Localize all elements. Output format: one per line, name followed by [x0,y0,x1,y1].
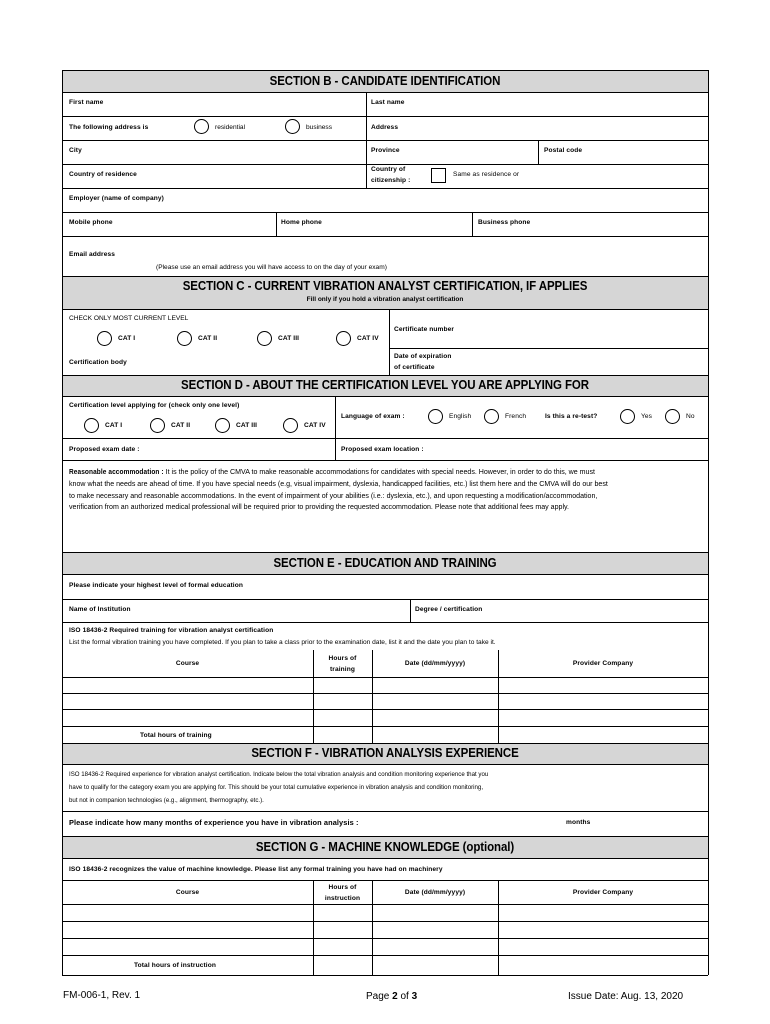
french-label: French [505,413,527,420]
business-label: business [306,124,333,131]
experience-line-3: but not in companion technologies (e.g., alignment, thermography, etc.). [69,797,264,804]
proposed-location-label: Proposed exam location : [341,446,424,453]
address-label: Address [371,124,399,131]
accommodation-line-4: verification from an authorized medical professional will be required prior to providing the requested accommodation. Please note that additional fees may apply. [69,502,569,512]
same-as-residence-label: Same as residence or [453,171,520,178]
postal-code-label: Postal code [544,147,583,154]
machine-row-1-course[interactable] [63,905,312,920]
training-row-2-course[interactable] [63,694,312,709]
current-cat2-radio[interactable] [177,331,192,346]
language-label: Language of exam : [341,413,405,420]
date-expiration-label-2: of certificate [394,364,435,371]
email-note: (Please use an email address you will have access to on the day of your exam) [156,264,387,271]
mobile-phone-label: Mobile phone [69,219,113,226]
city-label: City [69,147,82,154]
apply-cat2-label: CAT II [171,422,191,429]
machine-col-provider: Provider Company [572,889,634,896]
section-e-title: SECTION E - EDUCATION AND TRAINING [273,556,497,570]
months-input[interactable] [350,814,560,832]
business-radio[interactable] [285,119,300,134]
machine-row-3-course[interactable] [63,939,312,954]
page-current: 2 [392,991,398,1002]
degree-label: Degree / certification [415,606,483,613]
retest-yes-radio[interactable] [620,409,635,424]
experience-line-2: have to qualify for the category exam you are applying for. This should be your total cumulative experience in vibration analysis and condition monitoring, [69,784,484,791]
page-indicator [366,991,417,1002]
check-only-label: CHECK ONLY MOST CURRENT LEVEL [69,315,189,322]
english-label: English [449,413,472,420]
apply-cat2-radio[interactable] [150,418,165,433]
apply-cat4-label: CAT IV [304,422,326,429]
machine-row-2-course[interactable] [63,922,312,937]
machine-col-date: Date (dd/mm/yyyy) [404,889,466,896]
cert-level-label: Certification level applying for (check only one level) [69,402,240,409]
issue-date: Issue Date: Aug. 13, 2020 [568,991,684,1002]
institution-label: Name of Institution [69,606,131,613]
months-question: Please indicate how many months of experience you have in vibration analysis : [69,818,359,827]
same-as-residence-checkbox[interactable] [431,168,446,183]
certification-body-label: Certification body [69,359,127,366]
current-cat3-label: CAT III [278,335,300,342]
date-expiration-label-1: Date of expiration [394,353,452,360]
apply-cat4-radio[interactable] [283,418,298,433]
training-row-1-course[interactable] [63,678,312,693]
english-radio[interactable] [428,409,443,424]
training-col-hours-1: Hours of [328,655,357,662]
retest-yes-label: Yes [641,413,653,420]
machine-col-course: Course [175,889,200,896]
current-cat1-radio[interactable] [97,331,112,346]
section-c-subtitle: Fill only if you hold a vibration analyst certification [306,296,464,303]
page-of: of [397,991,412,1002]
retest-no-radio[interactable] [665,409,680,424]
email-label: Email address [69,251,116,258]
months-label: months [566,819,591,826]
total-instruction-label: Total hours of instruction [134,962,216,969]
country-citizenship-label-2: citizenship : [371,177,411,184]
certificate-number-label: Certificate number [394,326,455,333]
accommodation-text [69,466,711,513]
iso-training-title: ISO 18436-2 Required training for vibration analyst certification [69,627,274,634]
total-training-label: Total hours of training [140,732,212,739]
section-g-title: SECTION G - MACHINE KNOWLEDGE (optional) [255,840,515,854]
home-phone-label: Home phone [281,219,322,226]
accommodation-line-1: It is the policy of the CMVA to make reasonable accommodations for candidates with special needs. However, in order to do this, we must [165,467,595,476]
employer-label: Employer (name of company) [69,195,164,202]
current-cat2-label: CAT II [198,335,218,342]
residential-radio[interactable] [194,119,209,134]
proposed-date-label: Proposed exam date : [69,446,140,453]
accommodation-line-3: to make necessary and reasonable accommodations. In the event of impairment of your abilities (i.e.: dyslexia, etc.), and upon requesting a modification/accommodation, [69,490,598,500]
page-total: 3 [411,991,418,1002]
training-col-hours-2: training [330,666,355,673]
training-col-provider: Provider Company [572,660,634,667]
apply-cat3-radio[interactable] [215,418,230,433]
current-cat4-label: CAT IV [357,335,379,342]
section-d-title: SECTION D - ABOUT THE CERTIFICATION LEVEL YOU ARE APPLYING FOR [181,378,589,392]
iso-training-instructions: List the formal vibration training you have completed. If you plan to take a class prior to the examination date, list it and the date you plan to take it. [69,639,496,646]
business-phone-label: Business phone [478,219,531,226]
training-col-date: Date (dd/mm/yyyy) [404,660,466,667]
apply-cat1-label: CAT I [105,422,123,429]
residential-label: residential [215,124,246,131]
retest-no-label: No [686,413,695,420]
machine-col-hours-1: Hours of [328,884,357,891]
country-citizenship-label-1: Country of [371,166,406,173]
section-c-title: SECTION C - CURRENT VIBRATION ANALYST CERTIFICATION, IF APPLIES [182,279,588,293]
highest-education-label: Please indicate your highest level of formal education [69,582,243,589]
experience-line-1: ISO 18436-2 Required experience for vibration analyst certification. Indicate below the total vibration analysis and condition monitoring experience that you [69,771,489,778]
address-type-label: The following address is [69,124,149,131]
retest-label: Is this a re-test? [545,413,598,420]
section-f-title: SECTION F - VIBRATION ANALYSIS EXPERIENCE [251,746,519,760]
accommodation-line-2: know what the needs are ahead of time. If you have special needs (e.g, visual impairment, dyslexia, handicapped facilities, etc.) list them here and the CMVA will do our best [69,479,608,489]
section-b-title: SECTION B - CANDIDATE IDENTIFICATION [269,74,501,88]
form-number: FM-006-1, Rev. 1 [63,990,141,1001]
last-name-label: Last name [371,99,405,106]
training-col-course: Course [175,660,200,667]
machine-knowledge-note: ISO 18436-2 recognizes the value of machine knowledge. Please list any formal training you have had on machinery [69,866,443,873]
page-prefix: Page [366,991,393,1002]
apply-cat1-radio[interactable] [84,418,99,433]
french-radio[interactable] [484,409,499,424]
training-row-3-course[interactable] [63,710,312,725]
current-cat1-label: CAT I [118,335,136,342]
province-label: Province [371,147,400,154]
accommodation-label: Reasonable accommodation : [69,469,164,476]
apply-cat3-label: CAT III [236,422,258,429]
current-cat4-radio[interactable] [336,331,351,346]
current-cat3-radio[interactable] [257,331,272,346]
machine-col-hours-2: instruction [324,895,361,902]
first-name-label: First name [69,99,104,106]
country-residence-label: Country of residence [69,171,137,178]
